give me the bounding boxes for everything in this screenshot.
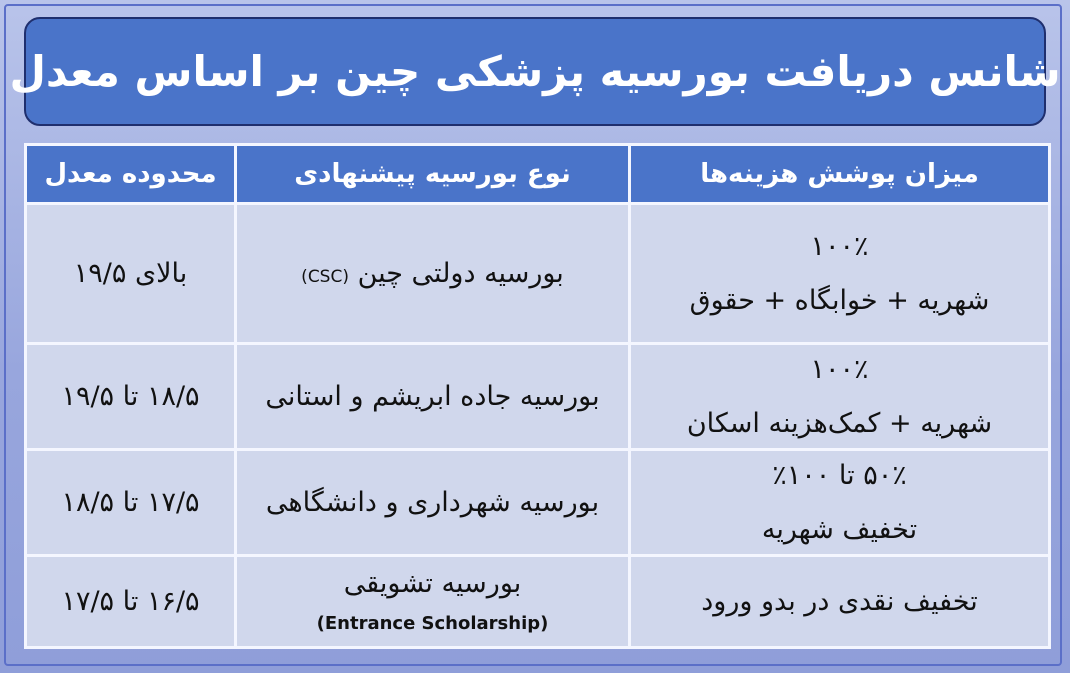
coverage-cell	[630, 204, 1050, 344]
table-row	[26, 344, 1050, 450]
header-scholarship-type: نوع بورسیه پیشنهادی	[236, 145, 630, 204]
coverage-detail: شهریه + کمک‌هزینه اسکان	[686, 407, 993, 439]
table-header-row	[26, 145, 1050, 204]
scholarship-type-line	[243, 257, 622, 291]
gpa-range-cell: ۱۷/۵ تا ۱۸/۵	[26, 450, 236, 556]
gpa-range-cell: بالای ۱۹/۵	[26, 204, 236, 344]
scholarship-type-name: بورسیه دولتی چین	[357, 257, 564, 289]
table-row	[26, 556, 1050, 648]
title-banner	[9, 17, 1061, 126]
scholarship-type-cell	[236, 204, 630, 344]
coverage-percent: ۵۰٪ تا ۱۰۰٪	[772, 459, 907, 491]
coverage-detail: تخفیف شهریه	[761, 513, 918, 545]
gpa-range-cell: ۱۸/۵ تا ۱۹/۵	[26, 344, 236, 450]
coverage-cell	[630, 450, 1050, 556]
scholarship-type-tag: (CSC)	[301, 266, 349, 287]
table-row	[26, 450, 1050, 556]
scholarship-table	[24, 143, 1051, 649]
gpa-range-cell: ۱۶/۵ تا ۱۷/۵	[26, 556, 236, 648]
scholarship-type-cell: بورسیه جاده ابریشم و استانی	[236, 344, 630, 450]
table-row	[26, 204, 1050, 344]
scholarship-type-name: بورسیه تشویقی	[343, 568, 522, 600]
scholarship-type-cell: بورسیه شهرداری و دانشگاهی	[236, 450, 630, 556]
header-coverage: میزان پوشش هزینه‌ها	[630, 145, 1050, 204]
page-title: شانس دریافت بورسیه پزشکی چین بر اساس معدل	[9, 47, 1061, 96]
header-gpa-range: محدوده معدل	[26, 145, 236, 204]
coverage-detail: شهریه + خوابگاه + حقوق	[689, 284, 990, 316]
coverage-cell	[630, 344, 1050, 450]
scholarship-type-cell	[236, 556, 630, 648]
scholarship-type-english-note: (Entrance Scholarship)	[316, 613, 549, 635]
coverage-percent: ۱۰۰٪	[810, 230, 869, 262]
coverage-cell: تخفیف نقدی در بدو ورود	[630, 556, 1050, 648]
coverage-percent: ۱۰۰٪	[810, 353, 869, 385]
